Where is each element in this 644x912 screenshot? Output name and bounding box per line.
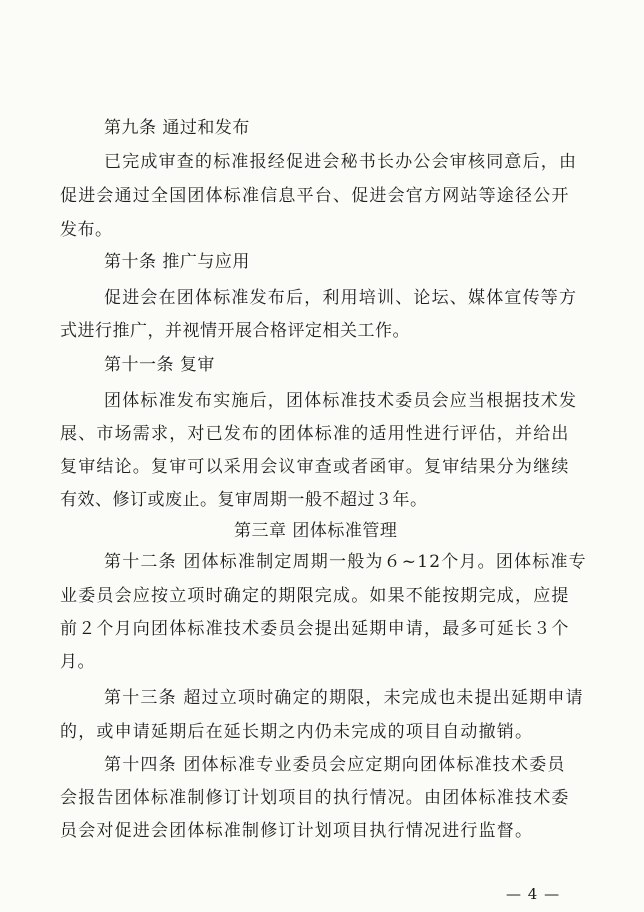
article-14-text-line-3: 员会对促进会团体标准制修订计划项目执行情况进行监督。 <box>60 821 534 841</box>
article-13-text-line-2: 的，或申请延期后在延长期之内仍未完成的项目自动撤销。 <box>60 722 534 742</box>
article-9-text-line-3: 发布。 <box>60 220 113 240</box>
article-12-text-line-1: 第十二条 团体标准制定周期一般为６~12个月。团体标准专 <box>104 552 587 572</box>
article-11-heading: 第十一条 复审 <box>104 355 215 375</box>
article-9-text-line-2: 促进会通过全国团体标准信息平台、促进会官方网站等途径公开 <box>60 186 570 206</box>
article-12-text-line-2: 业委员会应按立项时确定的期限完成。如果不能按期完成，应提 <box>60 586 570 606</box>
article-10-text-line-2: 式进行推广，并视情开展合格评定相关工作。 <box>60 321 410 341</box>
page-number: — 4 — <box>506 885 561 903</box>
article-12-text-line-3: 前２个月向团体标准技术委员会提出延期申请，最多可延长３个 <box>60 619 570 639</box>
article-11-text-line-3: 复审结论。复审可以采用会议审查或者函审。复审结果分为继续 <box>60 457 570 477</box>
article-11-text-line-4: 有效、修订或废止。复审周期一般不超过３年。 <box>60 490 428 510</box>
article-10-text-line-1: 促进会在团体标准发布后，利用培训、论坛、媒体宣传等方 <box>104 288 578 308</box>
article-14-text-line-2: 会报告团体标准制修订计划项目的执行情况。由团体标准技术委 <box>60 788 570 808</box>
chapter-3-title: 第三章 团体标准管理 <box>234 521 398 541</box>
article-10-heading: 第十条 推广与应用 <box>104 252 250 272</box>
article-11-text-line-1: 团体标准发布实施后，团体标准技术委员会应当根据技术发 <box>104 391 578 411</box>
article-9-heading: 第九条 通过和发布 <box>104 118 250 138</box>
article-9-text-line-1: 已完成审查的标准报经促进会秘书长办公会审核同意后，由 <box>104 152 578 172</box>
article-14-text-line-1: 第十四条 团体标准专业委员会应定期向团体标准技术委员 <box>104 755 566 775</box>
article-13-text-line-1: 第十三条 超过立项时确定的期限，未完成也未提出延期申请 <box>104 688 584 708</box>
article-11-text-line-2: 展、市场需求，对已发布的团体标准的适用性进行评估，并给出 <box>60 424 570 444</box>
article-12-text-line-4: 月。 <box>60 652 95 672</box>
